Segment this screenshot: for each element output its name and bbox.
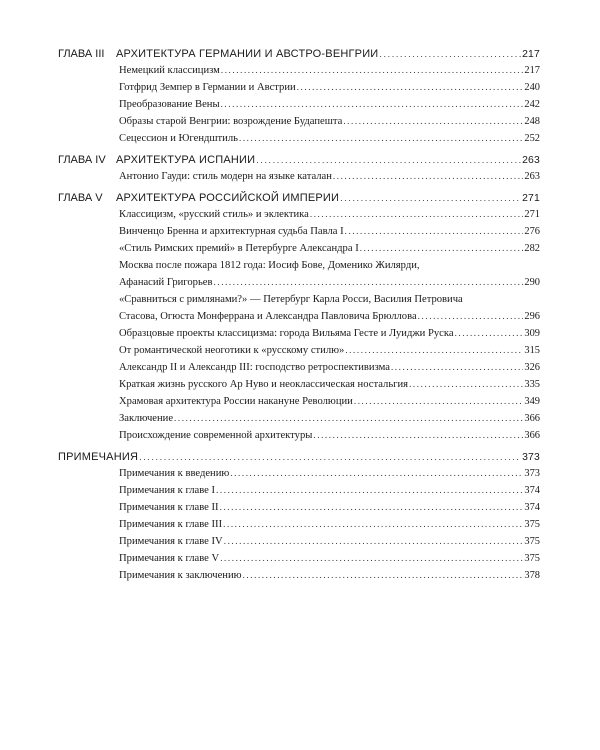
entry-title: Примечания к главе III <box>119 519 223 530</box>
entry-page: 242 <box>524 99 540 110</box>
entry-page: 366 <box>524 430 540 441</box>
toc-entry <box>119 396 540 407</box>
entry-page: 252 <box>524 133 540 144</box>
chapter-4-label: ГЛАВА IV <box>58 154 106 166</box>
toc-entry <box>119 311 540 322</box>
leader-dots <box>418 312 524 322</box>
entry-title: Примечания к заключению <box>119 570 242 581</box>
leader-dots <box>345 346 523 356</box>
leader-dots <box>220 503 524 513</box>
entry-page: 271 <box>524 209 540 220</box>
toc-entry <box>119 379 540 390</box>
entry-page: 374 <box>524 485 540 496</box>
entry-page: 375 <box>524 553 540 564</box>
entry-title: Преобразование Вены <box>119 99 220 110</box>
toc-entry <box>119 430 540 441</box>
entry-page: 309 <box>524 328 540 339</box>
leader-dots <box>354 397 524 407</box>
entry-title: Образцовые проекты классицизма: города Вильяма Гесте и Луиджи Руска <box>119 328 454 339</box>
leader-dots <box>340 194 521 204</box>
entry-page: 315 <box>524 345 540 356</box>
leader-dots <box>216 486 523 496</box>
entry-page: 263 <box>524 171 540 182</box>
leader-dots <box>214 278 524 288</box>
chapter-5-label: ГЛАВА V <box>58 192 103 204</box>
entry-title: Примечания к главе I <box>119 485 216 496</box>
entry-title-line1: «Сравниться с римлянами?» — Петербург Карла Росси, Василия Петровича <box>119 294 463 305</box>
entry-title: «Стиль Римских премий» в Петербурге Александра I <box>119 243 359 254</box>
toc-entry <box>119 226 540 237</box>
leader-dots <box>223 520 523 530</box>
leader-dots <box>333 172 523 182</box>
leader-dots <box>391 363 523 373</box>
entry-page: 378 <box>524 570 540 581</box>
leader-dots <box>343 117 523 127</box>
toc-entry <box>119 485 540 496</box>
entry-title: Заключение <box>119 413 174 424</box>
entry-page: 248 <box>524 116 540 127</box>
entry-title: От романтической неоготики к «русскому стилю» <box>119 345 345 356</box>
entry-page: 366 <box>524 413 540 424</box>
leader-dots <box>297 83 524 93</box>
entry-page: 375 <box>524 536 540 547</box>
toc-entry <box>119 519 540 530</box>
entry-page: 276 <box>524 226 540 237</box>
entry-title: Храмовая архитектура России накануне Революции <box>119 396 353 407</box>
leader-dots <box>224 537 524 547</box>
entry-title: Афанасий Григорьев <box>119 277 213 288</box>
entry-title: Примечания к главе IV <box>119 536 223 547</box>
leader-dots <box>256 156 521 166</box>
entry-title: Немецкий классицизм <box>119 65 220 76</box>
toc-entry <box>119 171 540 182</box>
entry-page: 335 <box>524 379 540 390</box>
chapter-4-page: 263 <box>522 155 540 166</box>
entry-page: 349 <box>524 396 540 407</box>
entry-title: Примечания к главе V <box>119 553 220 564</box>
entry-title: Краткая жизнь русского Ар Нуво и неоклассическая ностальгия <box>119 379 409 390</box>
toc-entry <box>119 345 540 356</box>
toc-entry <box>119 65 540 76</box>
leader-dots <box>310 210 524 220</box>
entry-page: 326 <box>524 362 540 373</box>
toc-entry <box>119 328 540 339</box>
entry-title: Антонио Гауди: стиль модерн на языке каталан <box>119 171 332 182</box>
chapter-3-page: 217 <box>522 49 540 60</box>
chapter-4-heading <box>116 154 540 166</box>
entry-title: Винченцо Бренна и архитектурная судьба Павла I <box>119 226 344 237</box>
toc-entry <box>119 209 540 220</box>
notes-title: ПРИМЕЧАНИЯ <box>58 451 139 463</box>
leader-dots <box>230 469 523 479</box>
entry-page: 296 <box>524 311 540 322</box>
toc-entry <box>119 362 540 373</box>
toc-entry <box>119 570 540 581</box>
entry-page: 240 <box>524 82 540 93</box>
notes-heading <box>58 451 540 463</box>
leader-dots <box>220 554 523 564</box>
toc-entry <box>119 468 540 479</box>
leader-dots <box>313 431 523 441</box>
leader-dots <box>174 414 523 424</box>
leader-dots <box>379 50 521 60</box>
toc-entry <box>119 413 540 424</box>
entry-page: 290 <box>524 277 540 288</box>
entry-page: 217 <box>524 65 540 76</box>
toc-entry <box>119 502 540 513</box>
leader-dots <box>139 453 521 463</box>
notes-page: 373 <box>522 452 540 463</box>
chapter-5-title: АРХИТЕКТУРА РОССИЙСКОЙ ИМПЕРИИ <box>116 192 340 204</box>
toc-entry <box>119 133 540 144</box>
chapter-5-page: 271 <box>522 193 540 204</box>
entry-title: Стасова, Огюста Монферрана и Александра Павловича Брюллова <box>119 311 417 322</box>
entry-title: Примечания к главе II <box>119 502 219 513</box>
leader-dots <box>409 380 523 390</box>
chapter-3-label: ГЛАВА III <box>58 48 105 60</box>
leader-dots <box>239 134 523 144</box>
entry-title: Примечания к введению <box>119 468 230 479</box>
leader-dots <box>455 329 524 339</box>
entry-title: Происхождение современной архитектуры <box>119 430 313 441</box>
toc-entry <box>119 243 540 254</box>
leader-dots <box>345 227 524 237</box>
chapter-3-title: АРХИТЕКТУРА ГЕРМАНИИ И АВСТРО-ВЕНГРИИ <box>116 48 379 60</box>
chapter-3-heading <box>116 48 540 60</box>
entry-page: 375 <box>524 519 540 530</box>
leader-dots <box>221 66 524 76</box>
entry-title: Александр II и Александр III: господство ретроспективизма <box>119 362 390 373</box>
chapter-5-heading <box>116 192 540 204</box>
toc-entry <box>119 536 540 547</box>
chapter-4-title: АРХИТЕКТУРА ИСПАНИИ <box>116 154 256 166</box>
entry-title: Образы старой Венгрии: возрождение Будапешта <box>119 116 343 127</box>
entry-page: 282 <box>524 243 540 254</box>
toc-entry <box>119 277 540 288</box>
entry-title: Классицизм, «русский стиль» и эклектика <box>119 209 309 220</box>
entry-page: 374 <box>524 502 540 513</box>
toc-entry <box>119 553 540 564</box>
leader-dots <box>221 100 524 110</box>
leader-dots <box>360 244 524 254</box>
toc-entry <box>119 99 540 110</box>
entry-title: Сецессион и Югендштиль <box>119 133 238 144</box>
entry-title: Готфрид Земпер в Германии и Австрии <box>119 82 296 93</box>
toc-entry <box>119 116 540 127</box>
entry-title-line1: Москва после пожара 1812 года: Иосиф Бове, Доменико Жилярди, <box>119 260 420 271</box>
leader-dots <box>243 571 524 581</box>
entry-page: 373 <box>524 468 540 479</box>
toc-entry <box>119 82 540 93</box>
